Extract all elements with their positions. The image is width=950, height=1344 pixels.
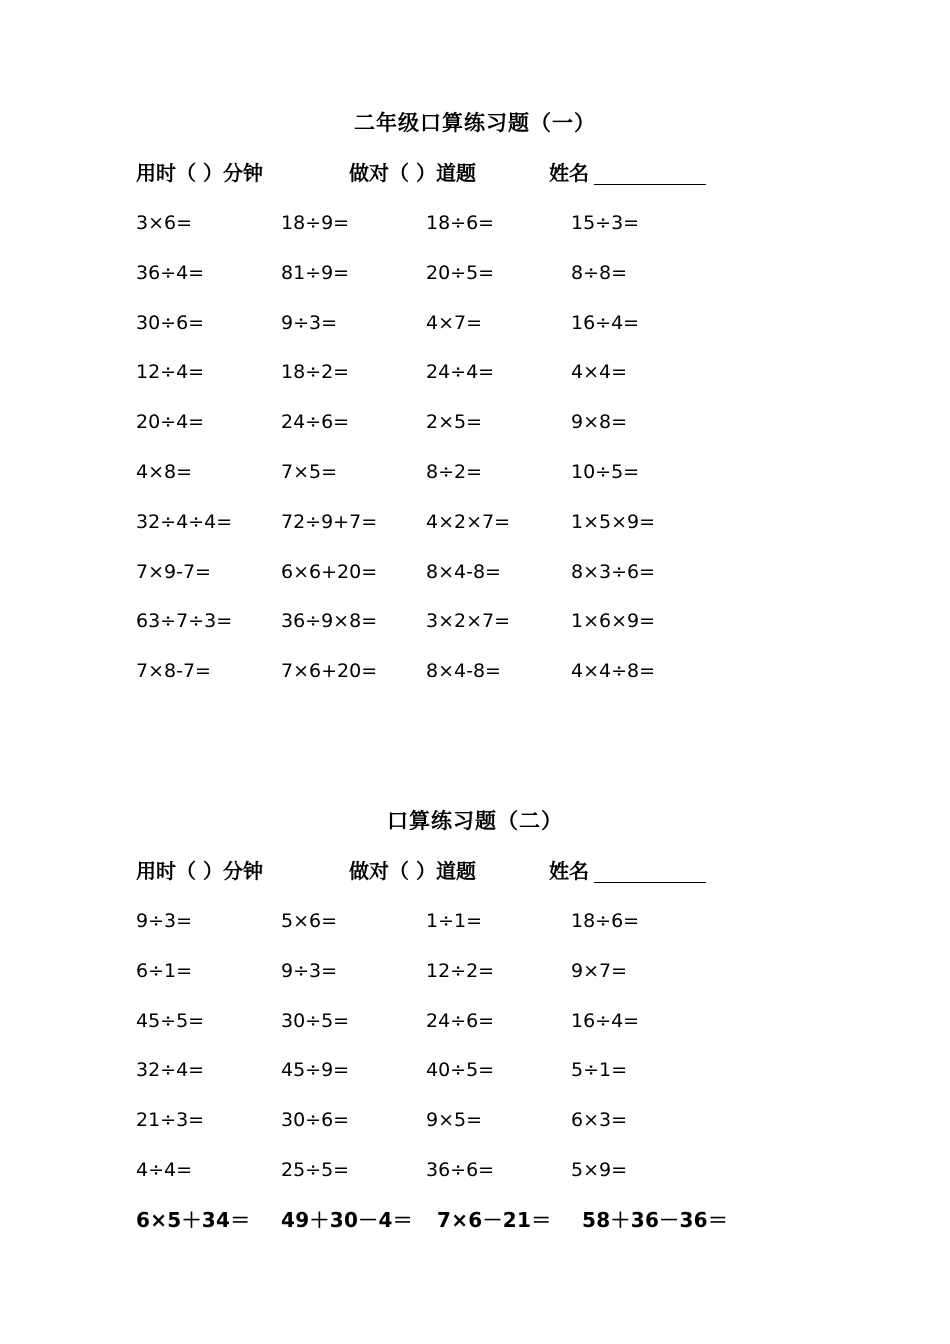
problem-row xyxy=(136,1004,776,1054)
problem: 1÷1= xyxy=(426,910,483,932)
problem: 63÷7÷3= xyxy=(136,610,233,633)
problem-grid xyxy=(136,206,776,704)
problem: 15÷3= xyxy=(571,212,640,234)
problem: 3×6= xyxy=(136,212,193,234)
problem: 3×2×7= xyxy=(426,610,511,633)
problem: 40÷5= xyxy=(426,1059,495,1082)
problem: 18÷6= xyxy=(426,212,495,234)
problem: 8÷8= xyxy=(571,261,628,284)
problem: 20÷5= xyxy=(426,261,495,284)
problem: 30÷6= xyxy=(281,1109,350,1132)
problem: 30÷5= xyxy=(281,1009,350,1032)
problem: 7×8-7= xyxy=(136,660,211,683)
problem: 7×6－21＝ xyxy=(437,1207,552,1232)
problem: 6×3= xyxy=(571,1109,628,1132)
problem: 16÷4= xyxy=(571,1009,640,1032)
correct-count-label: 做对（ ）道题 xyxy=(349,859,476,883)
problem-row xyxy=(136,555,776,605)
problem: 4÷4= xyxy=(136,1158,193,1181)
problem: 9×7= xyxy=(571,959,628,982)
problem: 5×9= xyxy=(571,1158,628,1181)
problem: 72÷9+7= xyxy=(281,510,378,533)
problem: 5÷1= xyxy=(571,1059,628,1082)
problem: 81÷9= xyxy=(281,261,350,284)
time-spent-label: 用时（ ）分钟 xyxy=(136,859,263,883)
student-name-label: 姓名 xyxy=(549,859,589,883)
problem: 12÷2= xyxy=(426,959,495,982)
problem: 32÷4÷4= xyxy=(136,510,233,533)
problem-row xyxy=(136,1053,776,1103)
problem: 58＋36－36＝ xyxy=(582,1207,729,1232)
worksheet-title: 二年级口算练习题（一） xyxy=(354,111,596,135)
problem: 9×8= xyxy=(571,411,628,434)
problem-row xyxy=(136,1203,776,1253)
problem: 9÷3= xyxy=(281,959,338,982)
name-blank-line[interactable] xyxy=(594,184,706,185)
problem: 36÷9×8= xyxy=(281,610,378,633)
problem: 5×6= xyxy=(281,910,338,932)
problem: 24÷6= xyxy=(426,1009,495,1032)
time-spent-label: 用时（ ）分钟 xyxy=(136,161,263,185)
problem: 36÷4= xyxy=(136,261,205,284)
problem-row xyxy=(136,1103,776,1153)
problem-row xyxy=(136,405,776,455)
problem: 8×3÷6= xyxy=(571,560,656,583)
problem: 7×9-7= xyxy=(136,560,211,583)
problem: 2×5= xyxy=(426,411,483,434)
problem-row xyxy=(136,256,776,306)
problem-row xyxy=(136,954,776,1004)
worksheet-title: 口算练习题（二） xyxy=(387,809,563,833)
problem-grid xyxy=(136,904,776,1253)
problem-row xyxy=(136,505,776,555)
problem-row xyxy=(136,604,776,654)
problem: 8÷2= xyxy=(426,460,483,483)
problem: 45÷5= xyxy=(136,1009,205,1032)
correct-count-label: 做对（ ）道题 xyxy=(349,161,476,185)
problem: 18÷2= xyxy=(281,361,350,384)
problem: 9÷3= xyxy=(136,910,193,932)
problem: 6×5＋34＝ xyxy=(136,1207,251,1232)
problem: 9÷3= xyxy=(281,311,338,334)
problem: 24÷6= xyxy=(281,411,350,434)
problem-row xyxy=(136,306,776,356)
problem: 10÷5= xyxy=(571,460,640,483)
problem: 1×5×9= xyxy=(571,510,656,533)
problem: 4×8= xyxy=(136,460,193,483)
problem: 18÷6= xyxy=(571,910,640,932)
problem: 1×6×9= xyxy=(571,610,656,633)
problem: 20÷4= xyxy=(136,411,205,434)
problem: 6÷1= xyxy=(136,959,193,982)
problem: 8×4-8= xyxy=(426,560,501,583)
name-blank-line[interactable] xyxy=(594,882,706,883)
problem-row xyxy=(136,904,776,954)
problem: 4×7= xyxy=(426,311,483,334)
problem: 7×6+20= xyxy=(281,660,378,683)
problem: 18÷9= xyxy=(281,212,350,234)
problem: 24÷4= xyxy=(426,361,495,384)
problem: 4×4= xyxy=(571,361,628,384)
problem: 21÷3= xyxy=(136,1109,205,1132)
problem-row xyxy=(136,355,776,405)
problem: 36÷6= xyxy=(426,1158,495,1181)
problem: 7×5= xyxy=(281,460,338,483)
problem: 8×4-8= xyxy=(426,660,501,683)
problem: 30÷6= xyxy=(136,311,205,334)
problem: 32÷4= xyxy=(136,1059,205,1082)
problem-row xyxy=(136,654,776,704)
problem: 6×6+20= xyxy=(281,560,378,583)
problem-row xyxy=(136,1153,776,1203)
problem: 45÷9= xyxy=(281,1059,350,1082)
problem: 9×5= xyxy=(426,1109,483,1132)
problem: 25÷5= xyxy=(281,1158,350,1181)
problem: 16÷4= xyxy=(571,311,640,334)
student-name-label: 姓名 xyxy=(549,161,589,185)
problem: 4×2×7= xyxy=(426,510,511,533)
problem: 12÷4= xyxy=(136,361,205,384)
problem-row xyxy=(136,455,776,505)
problem: 4×4÷8= xyxy=(571,660,656,683)
problem-row xyxy=(136,206,776,256)
problem: 49＋30－4＝ xyxy=(281,1207,413,1232)
